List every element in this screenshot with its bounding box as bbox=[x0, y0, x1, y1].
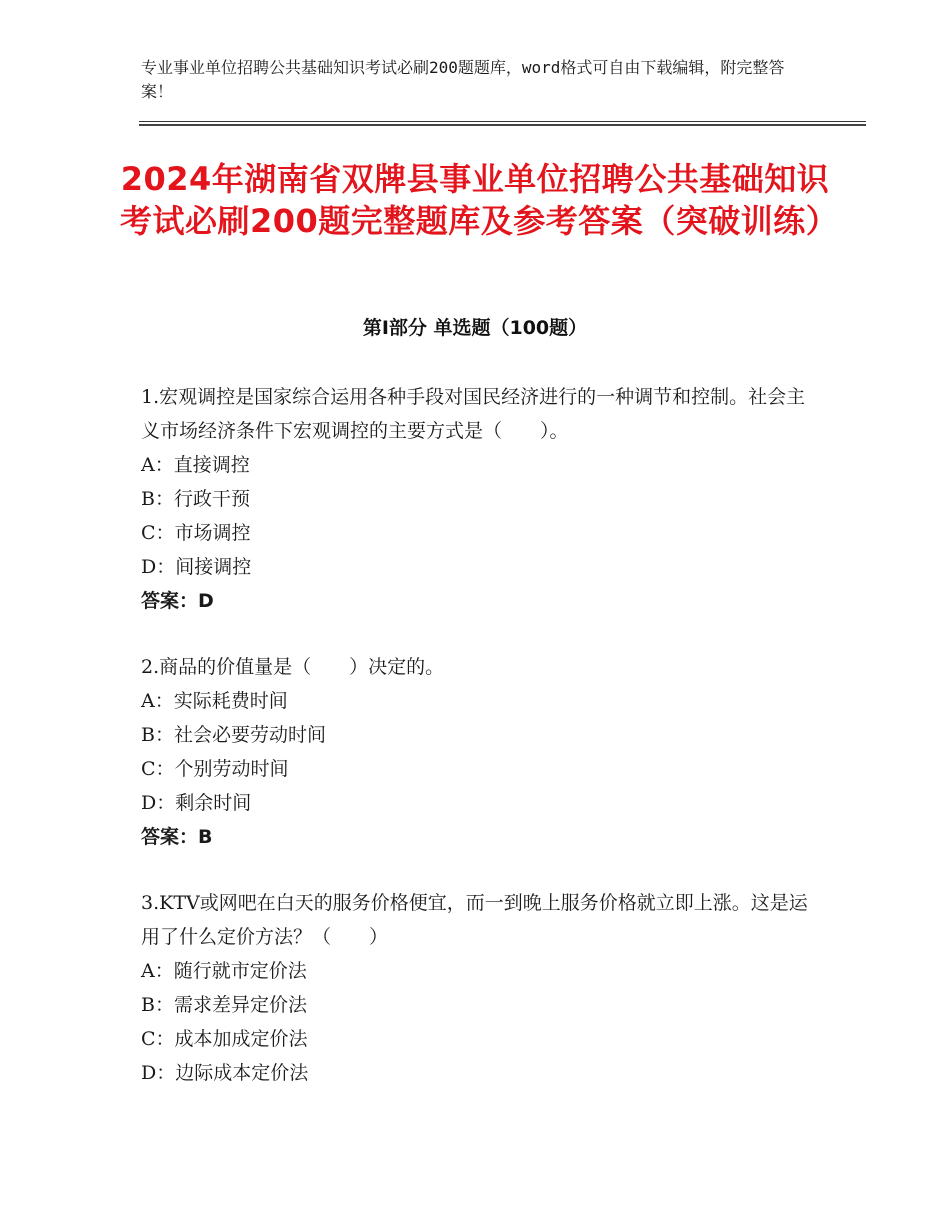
question-list bbox=[141, 380, 821, 1122]
document-title: 2024年湖南省双牌县事业单位招聘公共基础知识考试必刷200题完整题库及参考答案（突破训练） bbox=[120, 160, 839, 240]
option-b: B：需求差异定价法 bbox=[141, 994, 307, 1016]
answer-line: 答案：B bbox=[141, 826, 213, 848]
question-3 bbox=[141, 886, 821, 1090]
question-stem: 2.商品的价值量是（ ）决定的。 bbox=[141, 656, 445, 678]
option-c: C：成本加成定价法 bbox=[141, 1028, 308, 1050]
answer-line: 答案：D bbox=[141, 590, 214, 612]
header-note: 专业事业单位招聘公共基础知识考试必刷200题题库，word格式可自由下载编辑，附完整答案！ bbox=[141, 58, 785, 101]
question-2 bbox=[141, 650, 821, 854]
option-a: A：实际耗费时间 bbox=[141, 690, 288, 712]
question-1 bbox=[141, 380, 821, 618]
option-d: D：间接调控 bbox=[141, 556, 252, 578]
question-stem: 1.宏观调控是国家综合运用各种手段对国民经济进行的一种调节和控制。社会主义市场经济条件下宏观调控的主要方式是（ ）。 bbox=[141, 386, 806, 442]
option-c: C：个别劳动时间 bbox=[141, 758, 289, 780]
option-d: D：剩余时间 bbox=[141, 792, 252, 814]
option-b: B：社会必要劳动时间 bbox=[141, 724, 326, 746]
option-c: C：市场调控 bbox=[141, 522, 251, 544]
option-d: D：边际成本定价法 bbox=[141, 1062, 309, 1084]
option-b: B：行政干预 bbox=[141, 488, 250, 510]
section-title: 第Ⅰ部分 单选题（100题） bbox=[362, 317, 588, 339]
option-a: A：随行就市定价法 bbox=[141, 960, 307, 982]
header-divider-thick bbox=[139, 124, 866, 126]
header-divider bbox=[139, 121, 866, 122]
question-stem: 3.KTV或网吧在白天的服务价格便宜，而一到晚上服务价格就立即上涨。这是运用了什么定价方法？（ ） bbox=[141, 892, 808, 948]
option-a: A：直接调控 bbox=[141, 454, 250, 476]
